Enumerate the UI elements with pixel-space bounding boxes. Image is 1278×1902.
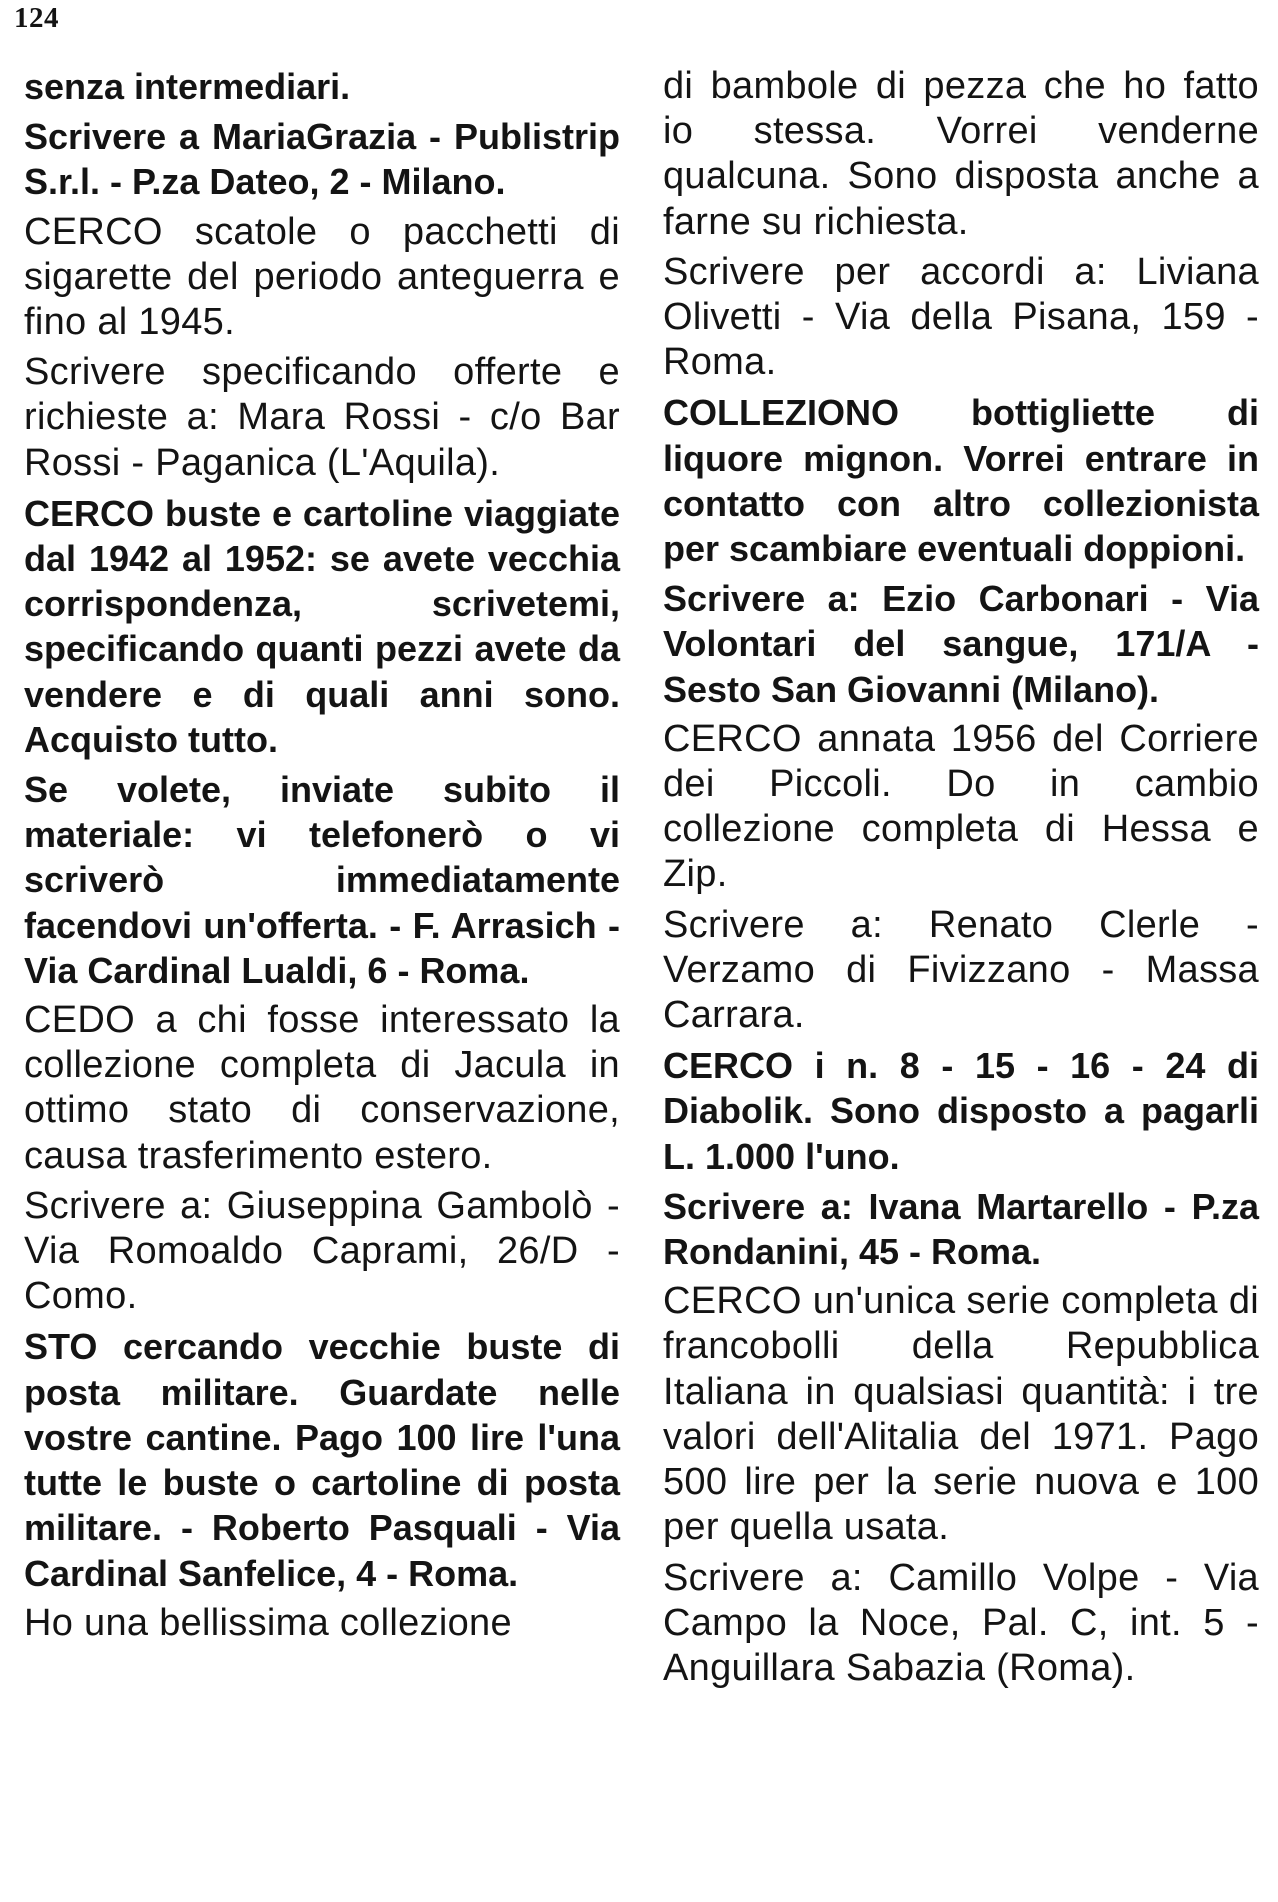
ad-paragraph: CERCO annata 1956 del Corriere dei Piccoli. Do in cambio collezione completa di Hessa e Zip. xyxy=(663,717,1259,896)
ad-paragraph: Scrivere a: Ezio Carbonari - Via Volontari del sangue, 171/A - Sesto San Giovanni (Milano). xyxy=(663,578,1259,710)
ad-paragraph: Scrivere a: Renato Clerle - Verzamo di Fivizzano - Massa Carrara. xyxy=(663,903,1259,1037)
ad-paragraph: Se volete, inviate subito il materiale: vi telefonerò o vi scriverò immediatamente facendovi un'offerta. - F. Arrasich - Via Cardinal Lualdi, 6 - Roma. xyxy=(24,769,620,991)
ad-paragraph: Scrivere per accordi a: Liviana Olivetti - Via della Pisana, 159 - Roma. xyxy=(663,250,1259,384)
page-number: 124 xyxy=(14,2,59,34)
ad-paragraph: CEDO a chi fosse interessato la collezione completa di Jacula in ottimo stato di conservazione, causa trasferimento estero. xyxy=(24,999,620,1177)
right-column xyxy=(663,64,1259,1696)
ad-paragraph: Scrivere a: Ivana Martarello - P.za Rondanini, 45 - Roma. xyxy=(663,1185,1259,1273)
ad-paragraph: di bambole di pezza che ho fatto io stessa. Vorrei venderne qualcuna. Sono disposta anche a farne su richiesta. xyxy=(663,65,1259,243)
ad-paragraph: Scrivere a: Giuseppina Gambolò - Via Romoaldo Caprami, 26/D - Como. xyxy=(24,1184,620,1318)
ad-paragraph: CERCO i n. 8 - 15 - 16 - 24 di Diabolik. Sono disposto a pagarli L. 1.000 l'uno. xyxy=(663,1045,1259,1177)
ad-paragraph: senza intermediari. xyxy=(24,66,351,107)
ad-paragraph: CERCO un'unica serie completa di francobolli della Repubblica Italiana in qualsiasi quantità: i tre valori dell'Alitalia del 1971. Pago 500 lire per la serie nuova e 100 per quella usata. xyxy=(663,1280,1259,1549)
ad-paragraph: Scrivere specificando offerte e richieste a: Mara Rossi - c/o Bar Rossi - Paganica (L'Aquila). xyxy=(24,351,620,484)
ad-paragraph: Scrivere a: Camillo Volpe - Via Campo la Noce, Pal. C, int. 5 - Anguillara Sabazia (Roma). xyxy=(663,1556,1259,1689)
left-column xyxy=(24,64,620,1651)
ad-paragraph: Ho una bellissima collezione xyxy=(24,1601,512,1644)
ad-paragraph: STO cercando vecchie buste di posta militare. Guardate nelle vostre cantine. Pago 100 lire l'una tutte le buste o cartoline di posta militare. - Roberto Pasquali - Via Cardinal Sanfelice, 4 - Roma. xyxy=(24,1326,620,1594)
ad-paragraph: Scrivere a MariaGrazia - Publistrip S.r.l. - P.za Dateo, 2 - Milano. xyxy=(24,116,620,203)
ad-paragraph: CERCO scatole o pacchetti di sigarette del periodo anteguerra e fino al 1945. xyxy=(24,210,620,344)
ad-paragraph: COLLEZIONO bottigliette di liquore mignon. Vorrei entrare in contatto con altro collezionista per scambiare eventuali doppioni. xyxy=(663,392,1259,570)
ad-paragraph: CERCO buste e cartoline viaggiate dal 1942 al 1952: se avete vecchia corrispondenza, scrivetemi, specificando quanti pezzi avete da vendere e di quali anni sono. Acquisto tutto. xyxy=(24,492,620,760)
